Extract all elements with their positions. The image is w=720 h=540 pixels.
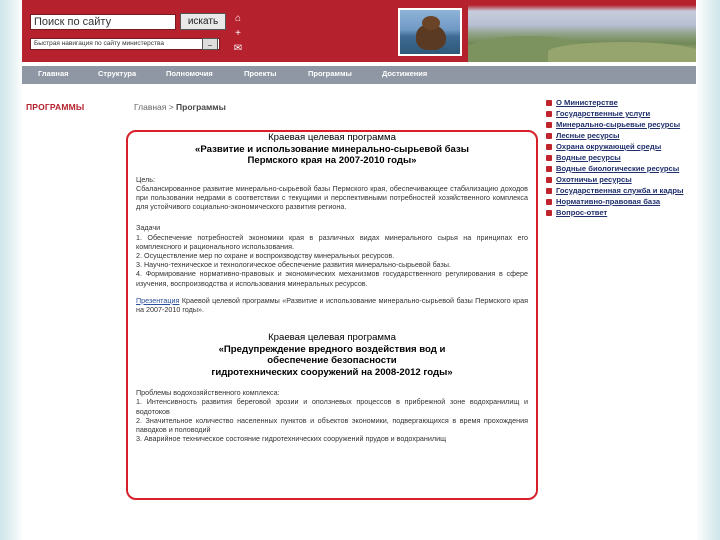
program2-problems-label: Проблемы водохозяйственного комплекса: (136, 388, 280, 398)
site-header (22, 0, 696, 62)
menu-item-environment[interactable]: Охрана окружающей среды (542, 143, 692, 152)
program2-title: Краевая целевая программа «Предупреждение вредного воздействия вод и обеспечение безопасности гидротехнических сооружений на 2008-2012 годы» (211, 332, 453, 378)
menu-item-forest[interactable]: Лесные ресурсы (542, 132, 692, 141)
menu-item-civil-service[interactable]: Государственная служба и кадры (542, 187, 692, 196)
nav-item-programs[interactable]: Программы (308, 69, 352, 78)
menu-item-services[interactable]: Государственные услуги (542, 110, 692, 119)
presentation-link[interactable]: Презентация (136, 295, 180, 305)
breadcrumb (134, 102, 226, 112)
program1-goal-text: Сбалансированное развитие минерально-сырьевой базы Пермского края, обеспечивающее стабилизацию доходов при пользовании недрами в соответствии с текущими и перспективными потребностей хозяйственного комплекса для устойчивого социально-экономического развития региона. (136, 183, 528, 212)
bullet-icon (546, 122, 552, 128)
main-navbar (22, 66, 696, 84)
landscape-banner (468, 0, 696, 62)
search-input[interactable]: Поиск по сайту (30, 14, 176, 30)
task-item: 1. Обеспечение потребностей экономики края в различных видах минерального сырья на принципах его комплексного и рационального использования. (136, 232, 528, 251)
menu-item-about[interactable]: О Министерстве (542, 99, 692, 108)
nav-item-powers[interactable]: Полномочия (166, 69, 213, 78)
programs-content (136, 132, 528, 443)
problem-item: 2. Значительное количество населенных пунктов и объектов экономики, подвергающихся в время прохождения паводков и половодий (136, 415, 528, 434)
breadcrumb-home[interactable]: Главная (134, 102, 167, 112)
task-item: 2. Осуществление мер по охране и воспроизводству минеральных ресурсов. (136, 250, 395, 260)
nav-item-projects[interactable]: Проекты (244, 69, 277, 78)
plus-icon[interactable]: + (235, 28, 241, 39)
nav-item-achievements[interactable]: Достижения (382, 69, 428, 78)
menu-item-hunting[interactable]: Охотничьи ресурсы (542, 176, 692, 185)
menu-item-legal[interactable]: Нормативно-правовая база (542, 198, 692, 207)
quick-nav-dropdown-button[interactable]: _ (202, 38, 218, 50)
bullet-icon (546, 188, 552, 194)
right-menu (542, 99, 692, 220)
bullet-icon (546, 111, 552, 117)
bullet-icon (546, 144, 552, 150)
problem-item: 1. Интенсивность развития береговой эрозии и оползневых процессов в прибрежной зоне водохранилищ и водотоков (136, 397, 528, 416)
nav-item-home[interactable]: Главная (38, 69, 69, 78)
bullet-icon (546, 100, 552, 106)
program1-tasks-label: Задачи (136, 223, 161, 233)
bullet-icon (546, 133, 552, 139)
home-icon[interactable]: ⌂ (234, 13, 242, 24)
search-button[interactable]: искать (180, 13, 226, 30)
task-item: 4. Формирование нормативно-правовых и экономических механизмов государственного регулирования в сфере изучения, воспроизводства и использования минеральных ресурсов. (136, 269, 528, 288)
section-title: ПРОГРАММЫ (26, 102, 85, 112)
quick-nav-select[interactable]: Быстрая навигация по сайту министерства (30, 38, 220, 50)
mail-icon[interactable]: ✉ (233, 43, 243, 54)
bear-photo (398, 8, 462, 56)
problem-item: 3. Аварийное техническое состояние гидротехнических сооружений прудов и водохранилищ (136, 434, 447, 444)
menu-item-mineral[interactable]: Минерально-сырьевые ресурсы (542, 121, 692, 130)
program1-goal-label: Цель: (136, 174, 156, 184)
menu-item-faq[interactable]: Вопрос-ответ (542, 209, 692, 218)
task-item: 3. Научно-техническое и технологическое обеспечение развития минерально-сырьевой базы. (136, 260, 451, 270)
menu-item-water-bio[interactable]: Водные биологические ресурсы (542, 165, 692, 174)
bullet-icon (546, 166, 552, 172)
browser-page (22, 0, 696, 540)
menu-item-water[interactable]: Водные ресурсы (542, 154, 692, 163)
breadcrumb-current: Программы (176, 102, 226, 112)
program1-presentation: Презентация Краевой целевой программы «Развитие и использование минерально-сырьевой базы Пермского края на 2007-2010 годы». (136, 295, 528, 314)
nav-item-structure[interactable]: Структура (98, 69, 137, 78)
breadcrumb-separator: > (166, 102, 177, 112)
bullet-icon (546, 155, 552, 161)
bullet-icon (546, 199, 552, 205)
bullet-icon (546, 210, 552, 216)
bullet-icon (546, 177, 552, 183)
program1-title: Краевая целевая программа «Развитие и использование минерально-сырьевой базы Пермского края на 2007-2010 годы» (195, 132, 469, 166)
